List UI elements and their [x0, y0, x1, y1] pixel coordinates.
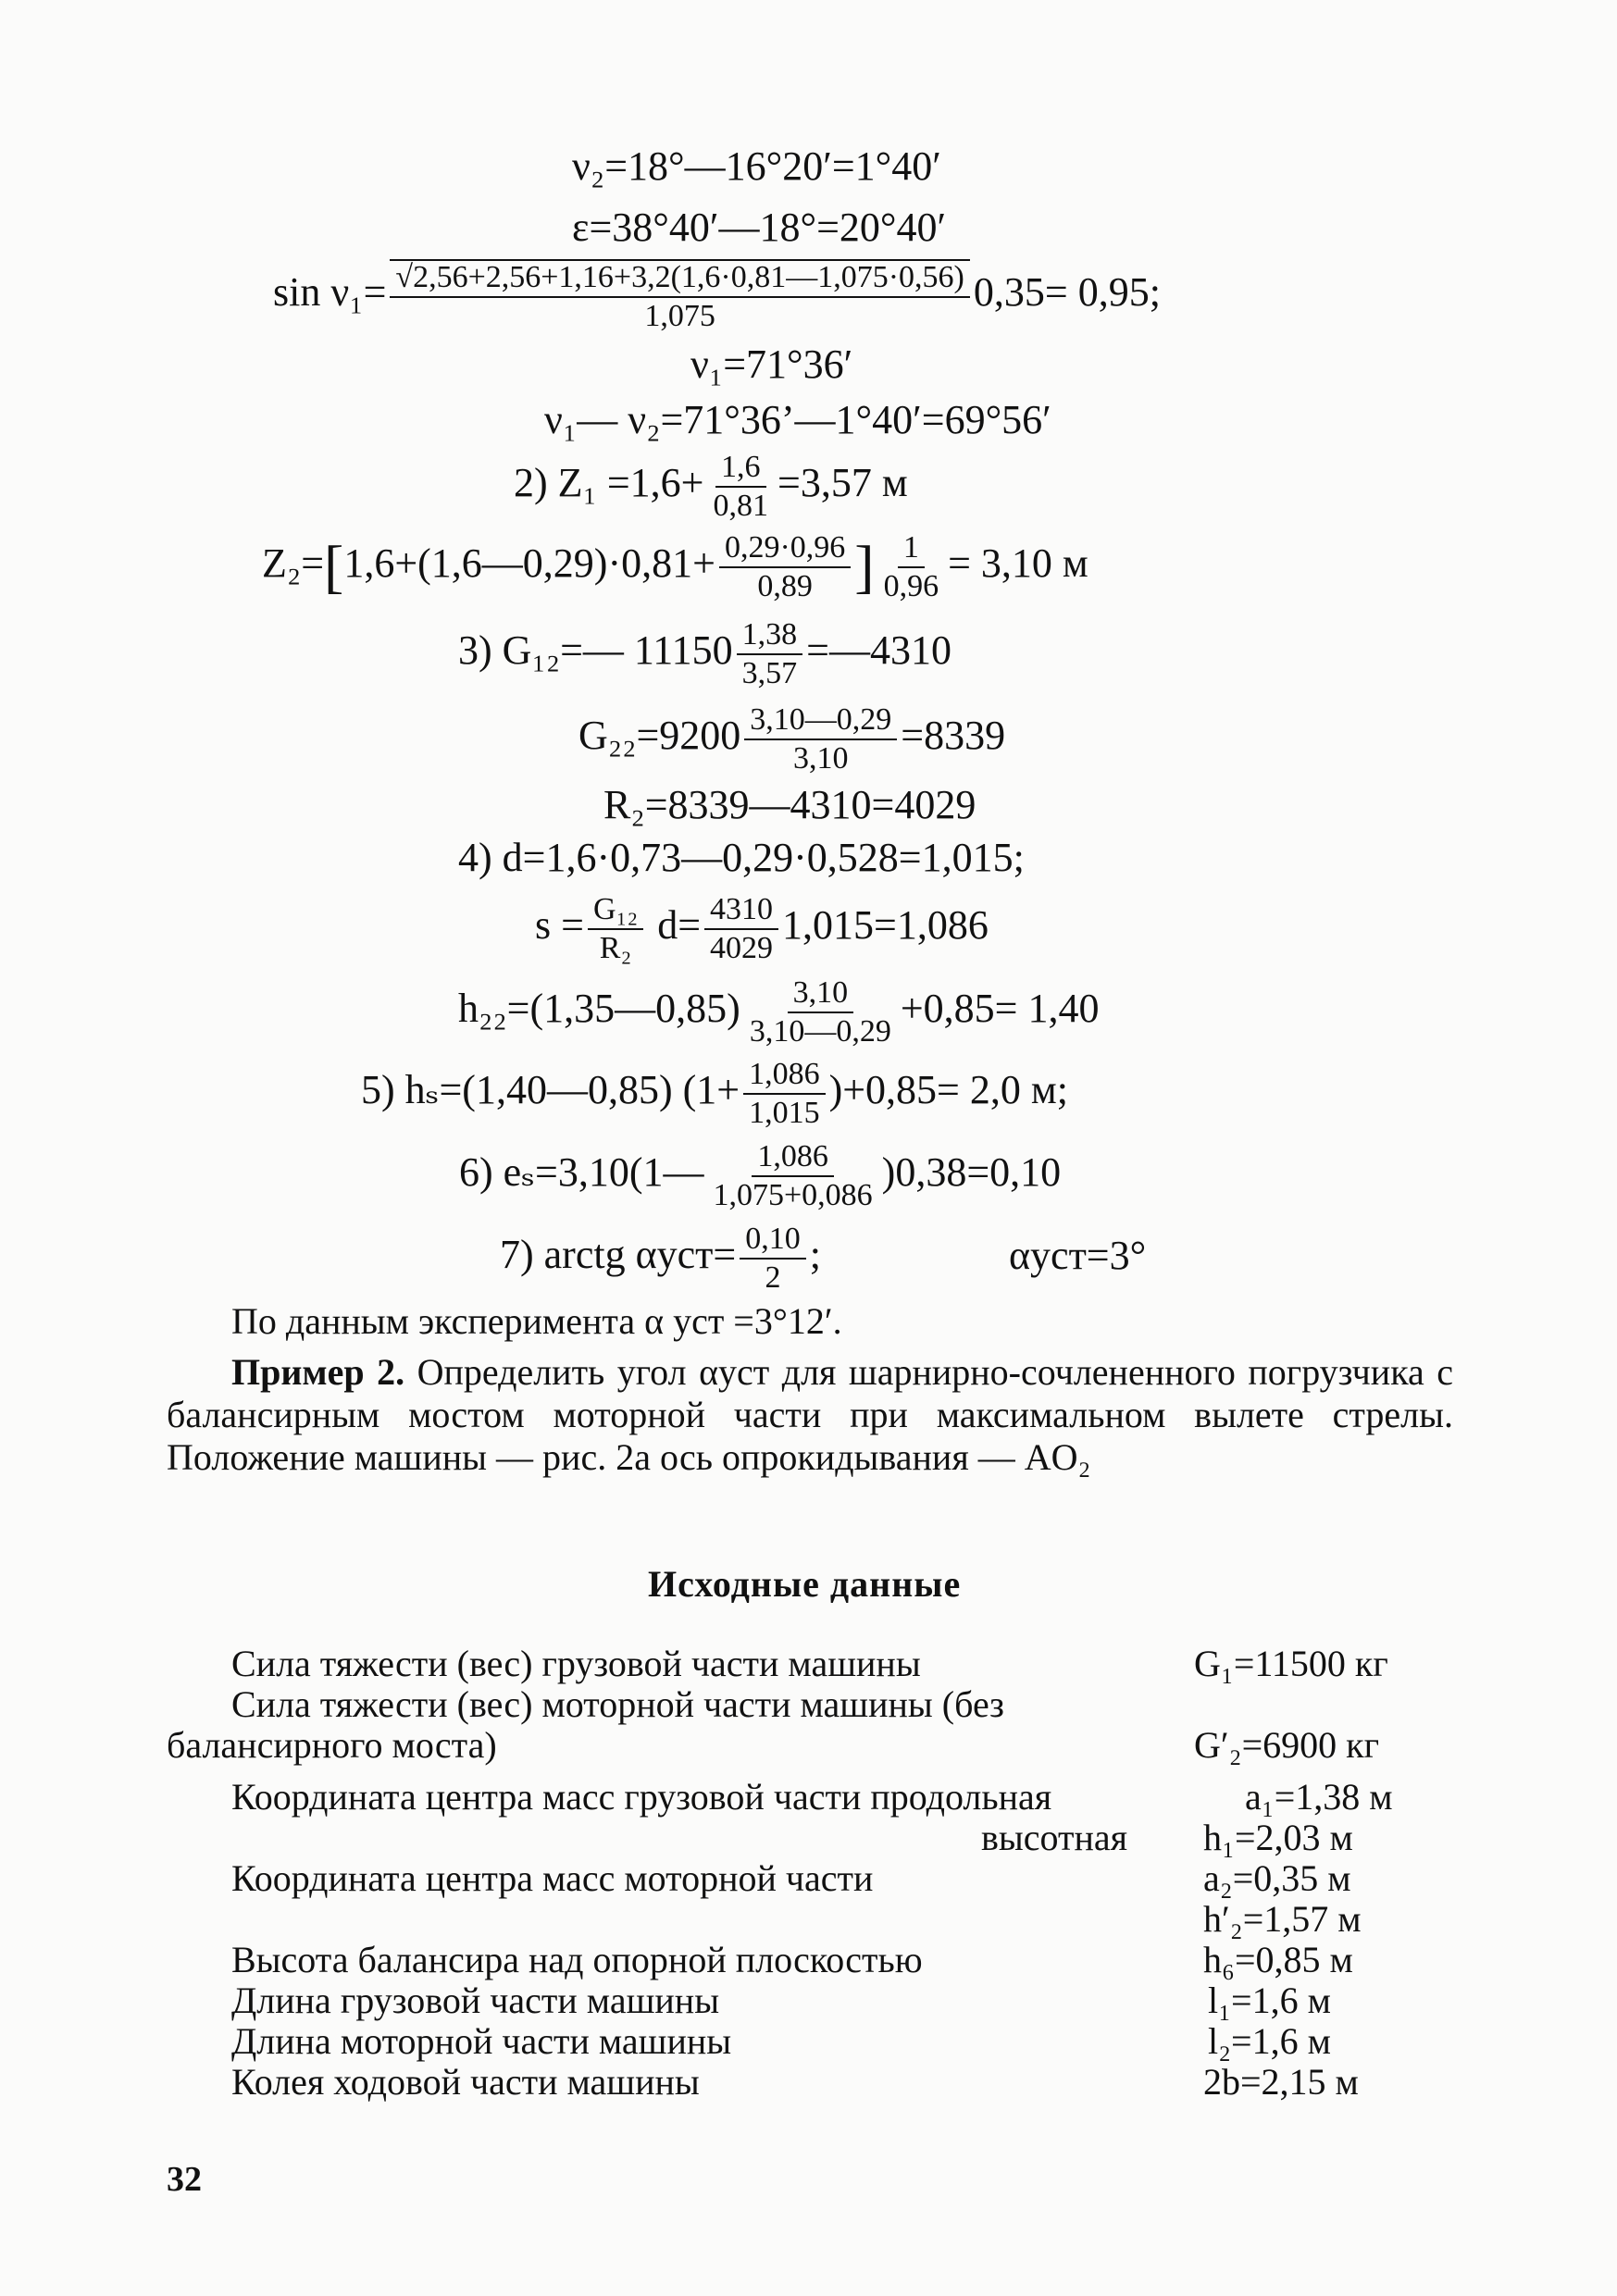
- eq-alpha: [1009, 1235, 1146, 1276]
- eq-z2-bracket-open: [: [324, 533, 344, 600]
- eq-z1-fraction: [708, 451, 775, 522]
- eq-s-denominator-2: 4029: [710, 930, 774, 965]
- param-value: G₁=11500 кг: [1194, 1643, 1388, 1684]
- eq-h22-numerator: 3,10: [788, 976, 854, 1013]
- eq-arctg-denominator: 2: [765, 1260, 781, 1295]
- eq-z2-rhs: = 3,10 м: [948, 540, 1088, 586]
- eq-sin-denominator: 1,075: [644, 298, 715, 333]
- eq-eps: [572, 207, 946, 248]
- eq-es-numerator: 1,086: [752, 1140, 834, 1177]
- eq-g22: [578, 703, 1005, 775]
- eq-z2-numerator-1: 0,29·0,96: [719, 531, 851, 568]
- param-value: h′₂=1,57 м: [1203, 1898, 1362, 1940]
- eq-eps-text: ε=38°40′—18°=20°40′: [572, 205, 947, 250]
- eq-g22-numerator: 3,10—0,29: [744, 703, 897, 740]
- eq-sin-fraction: [390, 259, 969, 332]
- eq-z1-rhs: =3,57 м: [777, 459, 908, 505]
- eq-hs: [361, 1058, 1068, 1129]
- eq-nu1: [690, 341, 853, 387]
- eq-s-numerator-2: 4310: [704, 893, 778, 930]
- eq-z1-lhs: 2) Z₁ =1,6+: [514, 459, 704, 505]
- eq-hs-lhs: 5) hₛ=(1,40—0,85) (1+: [361, 1066, 740, 1112]
- example-text: Определить угол αуст для шарнирно-сочлененного погрузчика с балансирным мостом моторной части при максимальном вылете стрелы. Положение машины — рис. 2а ось опрокидывания — AO₂: [167, 1351, 1453, 1478]
- eq-es: [459, 1140, 1061, 1211]
- param-value: l₁=1,6 м: [1208, 1980, 1331, 2021]
- eq-z2-fraction-2: [878, 531, 945, 602]
- eq-arctg-fraction: [740, 1222, 806, 1294]
- eq-hs-rhs: )+0,85= 2,0 м;: [828, 1066, 1068, 1112]
- eq-es-rhs: )0,38=0,10: [881, 1148, 1062, 1195]
- eq-z1-numerator: 1,6: [715, 451, 766, 488]
- eq-d: [458, 835, 1025, 880]
- eq-es-lhs: 6) eₛ=3,10(1—: [459, 1148, 704, 1195]
- eq-g12: [458, 618, 952, 689]
- eq-h22-lhs: h₂₂=(1,35—0,85): [458, 985, 740, 1031]
- eq-arctg: [500, 1222, 821, 1294]
- eq-s-mid: d=: [657, 901, 702, 948]
- eq-z2-mid: 1,6+(1,6—0,29)·0,81+: [343, 540, 715, 586]
- eq-g12-lhs: 3) G₁₂=— 11150: [458, 627, 733, 673]
- eq-nu2-text: ν₂=18°—16°20′=1°40′: [572, 143, 941, 189]
- param-label: Колея ходовой части машины: [231, 2061, 700, 2103]
- eq-sin-numerator: √2,56+2,56+1,16+3,2(1,6·0,81—1,075·0,56): [390, 259, 969, 298]
- eq-z2-lhs: Z₂=: [262, 540, 325, 586]
- eq-hs-fraction: [743, 1058, 826, 1129]
- param-label: Координата центра масс моторной части: [231, 1857, 874, 1899]
- eq-alpha-text: αуст=3°: [1009, 1233, 1147, 1278]
- param-label: высотная: [981, 1817, 1128, 1858]
- eq-es-fraction: [707, 1140, 877, 1211]
- eq-h22: [458, 976, 1099, 1048]
- eq-s: [535, 893, 989, 964]
- param-value: a₁=1,38 м: [1245, 1776, 1393, 1818]
- eq-z1: [514, 451, 908, 522]
- eq-nu-diff-text: ν₁— ν₂=71°36’—1°40′=69°56′: [544, 397, 1051, 442]
- eq-s-fraction-1: [588, 893, 643, 964]
- eq-g22-fraction: [744, 703, 897, 775]
- eq-z2-fraction-1: [719, 531, 851, 602]
- param-value: a₂=0,35 м: [1203, 1857, 1351, 1899]
- eq-s-denominator-1: R₂: [599, 930, 632, 965]
- param-label: Длина грузовой части машины: [231, 1980, 720, 2021]
- eq-arctg-numerator: 0,10: [740, 1222, 806, 1260]
- eq-nu2: [572, 143, 941, 189]
- eq-z2-numerator-2: 1: [898, 531, 925, 568]
- eq-d-text: 4) d=1,6·0,73—0,29·0,528=1,015;: [458, 835, 1025, 880]
- param-value: l₂=1,6 м: [1208, 2020, 1331, 2062]
- eq-sin: [273, 259, 1161, 332]
- eq-s-numerator-1: G₁₂: [588, 893, 643, 930]
- eq-s-fraction-2: [704, 893, 778, 964]
- param-label: Длина моторной части машины: [231, 2020, 732, 2062]
- param-value: h₆=0,85 м: [1203, 1939, 1353, 1980]
- eq-s-rhs: 1,015=1,086: [782, 901, 989, 948]
- param-label: Сила тяжести (вес) моторной части машины (без: [231, 1683, 1004, 1725]
- eq-g22-denominator: 3,10: [793, 740, 849, 776]
- example-label: Пример 2.: [231, 1351, 405, 1393]
- param-value: 2b=2,15 м: [1203, 2061, 1359, 2103]
- eq-sin-lhs: sin ν₁=: [273, 268, 387, 315]
- param-label: балансирного моста): [167, 1724, 497, 1766]
- eq-z2-bracket-close: ]: [854, 533, 875, 600]
- eq-hs-numerator: 1,086: [743, 1058, 826, 1095]
- eq-h22-denominator: 3,10—0,29: [749, 1013, 891, 1049]
- eq-z2-denominator-2: 0,96: [883, 568, 939, 603]
- example-paragraph: [167, 1351, 1453, 1479]
- eq-h22-rhs: +0,85= 1,40: [900, 985, 1100, 1031]
- eq-nu1-text: ν₁=71°36′: [690, 341, 853, 387]
- eq-s-lhs: s =: [535, 901, 584, 948]
- eq-arctg-lhs: 7) arctg αуст=: [500, 1231, 737, 1277]
- eq-arctg-rhs: ;: [809, 1231, 821, 1277]
- eq-z1-denominator: 0,81: [713, 488, 768, 523]
- experiment-line: По данным эксперимента α уст =3°12′.: [231, 1300, 842, 1342]
- eq-es-denominator: 1,075+0,086: [713, 1177, 873, 1212]
- eq-h22-fraction: [744, 976, 897, 1048]
- eq-z2: [262, 531, 1088, 602]
- eq-g12-fraction: [737, 618, 803, 689]
- param-label: Координата центра масс грузовой части продольная: [231, 1776, 1052, 1818]
- eq-g22-rhs: =8339: [901, 712, 1006, 758]
- param-label: Высота балансира над опорной плоскостью: [231, 1939, 923, 1980]
- eq-r2-text: R₂=8339—4310=4029: [603, 782, 976, 827]
- eq-g12-denominator: 3,57: [741, 655, 798, 690]
- param-label: Сила тяжести (вес) грузовой части машины: [231, 1643, 921, 1684]
- page-number: 32: [167, 2160, 202, 2199]
- param-value: h₁=2,03 м: [1203, 1817, 1353, 1858]
- eq-r2: [603, 782, 976, 827]
- param-value: G′₂=6900 кг: [1194, 1724, 1379, 1766]
- section-heading: Исходные данные: [648, 1563, 962, 1605]
- eq-nu-diff: [544, 397, 1051, 442]
- eq-sin-rhs: 0,35= 0,95;: [973, 268, 1161, 315]
- eq-g12-rhs: =—4310: [806, 627, 952, 673]
- eq-g22-lhs: G₂₂=9200: [578, 712, 741, 758]
- eq-z2-denominator-1: 0,89: [757, 568, 813, 603]
- eq-g12-numerator: 1,38: [737, 618, 803, 655]
- eq-hs-denominator: 1,015: [749, 1095, 820, 1130]
